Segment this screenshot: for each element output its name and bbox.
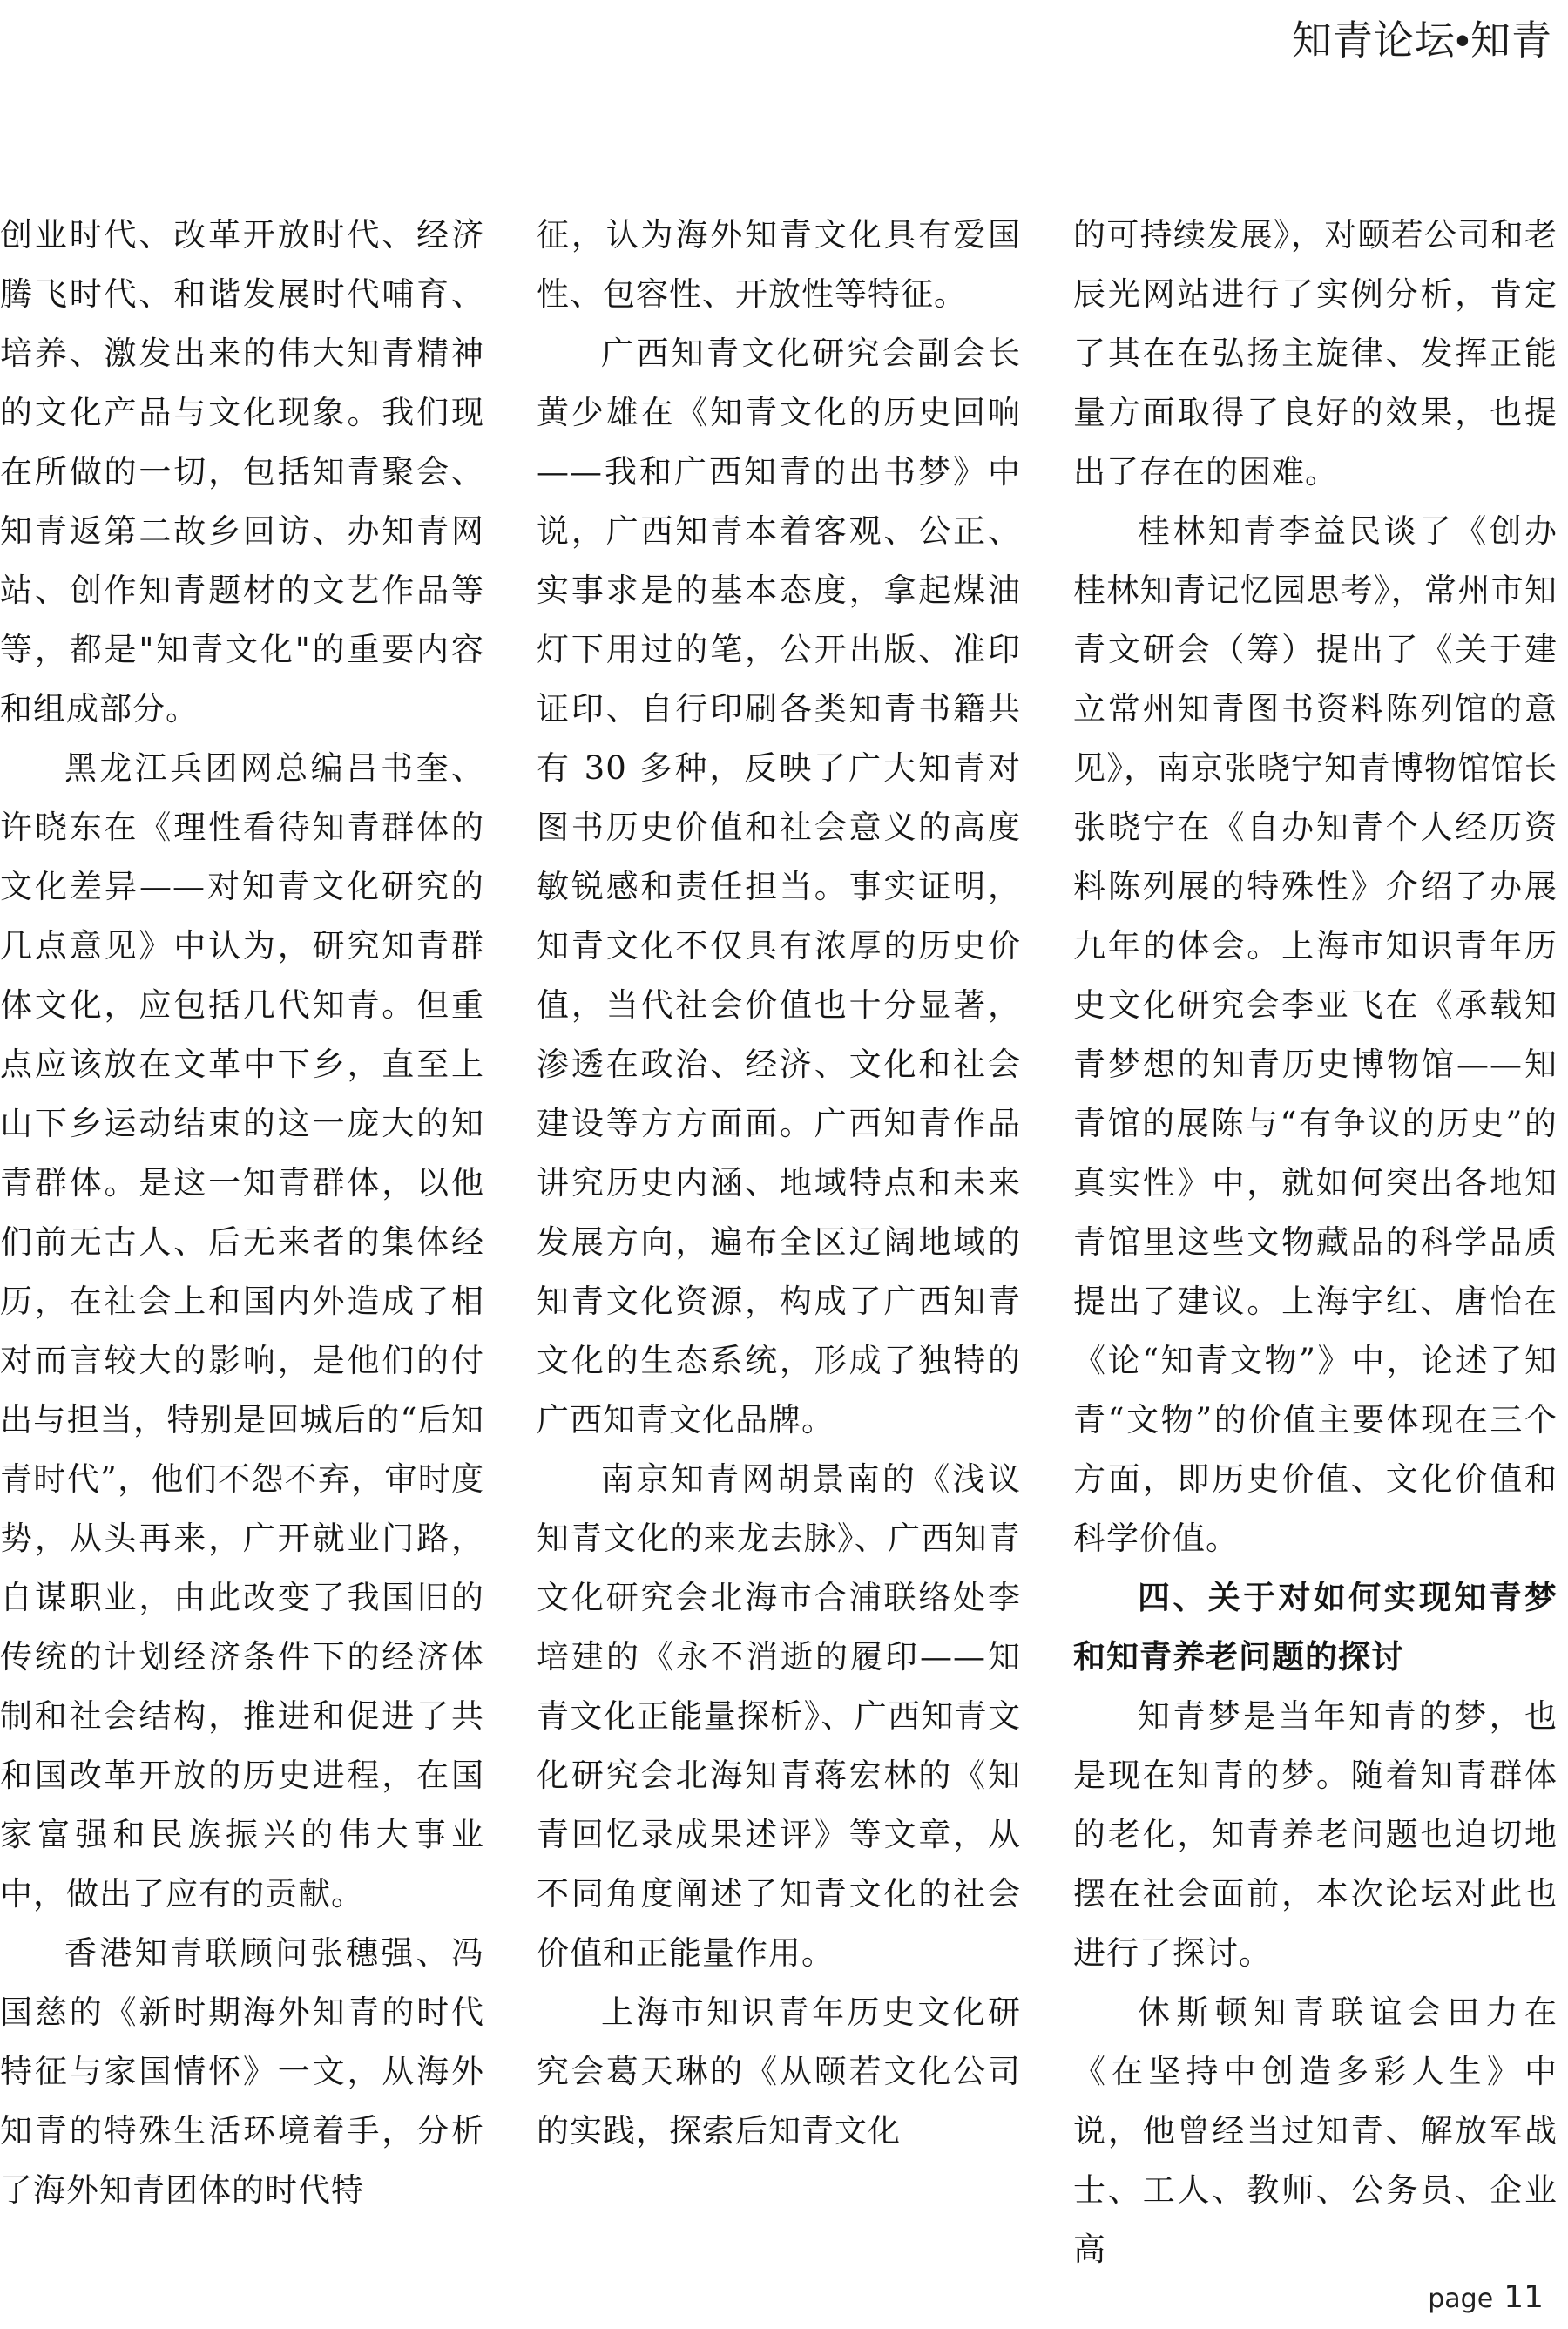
- section-heading: 四、关于对如何实现知青梦和知青养老问题的探讨: [1073, 1579, 1558, 1676]
- paragraph: 桂林知青李益民谈了《创办桂林知青记忆园思考》，常州市知青文研会（筹）提出了《关于建立常州知青图书资料陈列馆的意见》，南京张晓宁知青博物馆馆长张晓宁在《自办知青个人经历资料陈列展的特殊性》介绍了办展九年的体会。上海市知识青年历史文化研究会李亚飞在《承载知青梦想的知青历史博物馆——知青馆的展陈与“有争议的历史”的真实性》中，就如何突出各地知青馆里这些文物藏品的科学品质提出了建议。上海宇红、唐怡在《论“知青文物”》中，论述了知青“文物”的价值主要体现在三个方面，即历史价值、文化价值和科学价值。: [1073, 512, 1558, 1557]
- paragraph: 广西知青文化研究会副会长黄少雄在《知青文化的历史回响——我和广西知青的出书梦》中说，广西知青本着客观、公正、实事求是的基本态度，拿起煤油灯下用过的笔，公开出版、准印证印、自行印刷各类知青书籍共有 30 多种，反映了广大知青对图书历史价值和社会意义的高度敏锐感和责任担当。事实证明，知青文化不仅具有浓厚的历史价值，当代社会价值也十分显著，渗透在政治、经济、文化和社会建设等方方面面。广西知青作品讲究历史内涵、地域特点和未来发展方向，遍布全区辽阔地域的知青文化资源，构成了广西知青文化的生态系统，形成了独特的广西知青文化品牌。: [537, 335, 1021, 1439]
- page-footer: [1428, 2279, 1544, 2315]
- text-column-2: [537, 206, 1021, 2161]
- paragraph: 知青梦是当年知青的梦，也是现在知青的梦。随着知青群体的老化，知青养老问题也迫切地摆在社会面前，本次论坛对此也进行了探讨。: [1073, 1697, 1558, 1972]
- paragraph: 南京知青网胡景南的《浅议知青文化的来龙去脉》、广西知青文化研究会北海市合浦联络处李培建的《永不消逝的履印——知青文化正能量探析》、广西知青文化研究会北海知青蒋宏林的《知青回忆录成果述评》等文章，从不同角度阐述了知青文化的社会价值和正能量作用。: [537, 1460, 1021, 1972]
- paragraph: 创业时代、改革开放时代、经济腾飞时代、和谐发展时代哺育、培养、激发出来的伟大知青精神的文化产品与文化现象。我们现在所做的一切，包括知青聚会、知青返第二故乡回访、办知青网站、创作知青题材的文艺作品等等，都是"知青文化"的重要内容和组成部分。: [0, 216, 484, 728]
- paragraph: 征，认为海外知青文化具有爱国性、包容性、开放性等特征。: [537, 216, 1021, 313]
- text-column-1: [0, 206, 484, 2220]
- page-number: 11: [1504, 2279, 1544, 2315]
- paragraph: 黑龙江兵团网总编吕书奎、许晓东在《理性看待知青群体的文化差异——对知青文化研究的几点意见》中认为，研究知青群体文化，应包括几代知青。但重点应该放在文革中下乡，直至上山下乡运动结束的这一庞大的知青群体。是这一知青群体，以他们前无古人、后无来者的集体经历，在社会上和国内外造成了相对而言较大的影响，是他们的付出与担当，特别是回城后的“后知青时代”，他们不怨不弃，审时度势，从头再来，广开就业门路，自谋职业，由此改变了我国旧的传统的计划经济条件下的经济体制和社会结构，推进和促进了共和国改革开放的历史进程，在国家富强和民族振兴的伟大事业中，做出了应有的贡献。: [0, 749, 484, 1913]
- paragraph: 的可持续发展》，对颐若公司和老辰光网站进行了实例分析，肯定了其在在弘扬主旋律、发挥正能量方面取得了良好的效果，也提出了存在的困难。: [1073, 216, 1558, 491]
- paragraph: 休斯顿知青联谊会田力在《在坚持中创造多彩人生》中说，他曾经当过知青、解放军战士、工人、教师、公务员、企业高: [1073, 1994, 1558, 2268]
- paragraph: 上海市知识青年历史文化研究会葛天琳的《从颐若文化公司的实践，探索后知青文化: [537, 1994, 1021, 2150]
- section-header: 知青论坛•知青: [1291, 17, 1552, 64]
- text-column-3: [1073, 206, 1558, 2279]
- page-label: page: [1428, 2284, 1494, 2314]
- paragraph: 香港知青联顾问张穗强、冯国慈的《新时期海外知青的时代特征与家国情怀》一文，从海外知青的特殊生活环境着手，分析了海外知青团体的时代特: [0, 1934, 484, 2209]
